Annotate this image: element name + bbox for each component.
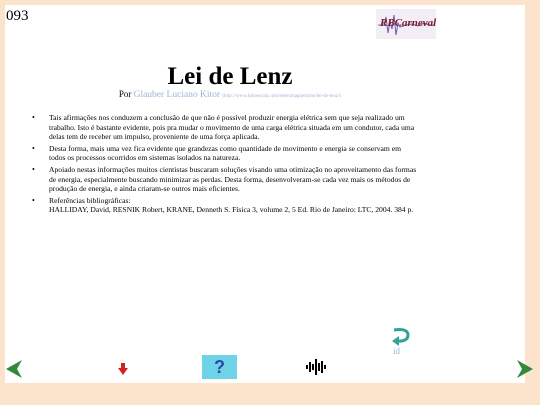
bullet-paragraph-1: • Tais afirmações nos conduzem a conclusão de que não é possível produzir energia elétrica sem que seja realizado um trabalho. Isto é bastante evidente, pois pra mudar o movimento de uma carga elétrica situada em um condutor, cada uma delas tem de receber um impulso, proveniente de uma força aplicada. <box>32 113 417 142</box>
source-url-link[interactable]: (http://www.infoescola.com/eletromagnetismo/lei-de-lenz/) <box>222 94 342 99</box>
bullet-paragraph-2: • Desta forma, mais uma vez fica evidente que grandezas como quantidade de movimento e energia se conservam em todos os processos ocorridos em sistemas isolados na natureza. <box>32 144 417 163</box>
bullet-paragraph-3: • Apoiado nestas informações muitos cientistas buscaram soluções visando uma otimização no aproveitamento das formas de energia, especialmente buscando minimizar as perdas. Desta forma, desenvolveram-se cada vez mais os métodos de produção de energia, e ainda criaram-se outros mais eficientes. <box>32 165 417 194</box>
right-arrow-icon <box>517 360 533 378</box>
page-title: Lei de Lenz <box>167 63 293 90</box>
bullet-list <box>32 113 417 217</box>
byline-prefix: Por <box>118 89 132 99</box>
byline <box>0 89 460 100</box>
left-arrow-icon <box>6 360 22 378</box>
bullet-references: • Referências bibliográficas: HALLIDAY, David, RESNIK Robert, KRANE, Denneth S. Física 3, volume 2, 5 Ed. Rio de Janeiro: LTC, 2004. 384 p. <box>32 196 417 215</box>
author-link[interactable]: Glauber Luciano Kitor <box>133 90 221 100</box>
audio-button[interactable] <box>306 359 328 375</box>
help-question-icon: ? <box>214 357 225 377</box>
sound-wave-icon <box>306 359 328 375</box>
rbcarneval-logo <box>376 9 436 39</box>
next-arrow-button[interactable] <box>517 360 533 378</box>
down-arrow-button[interactable] <box>118 362 128 374</box>
page-number: 093 <box>6 8 29 24</box>
prev-arrow-button[interactable] <box>6 360 22 378</box>
help-button[interactable] <box>202 355 237 379</box>
logo-text: RBCarneval <box>380 17 437 29</box>
id-label: id <box>393 346 401 356</box>
return-arrow-icon <box>390 326 412 348</box>
return-button[interactable] <box>390 326 412 348</box>
red-down-arrow-icon <box>118 363 128 375</box>
